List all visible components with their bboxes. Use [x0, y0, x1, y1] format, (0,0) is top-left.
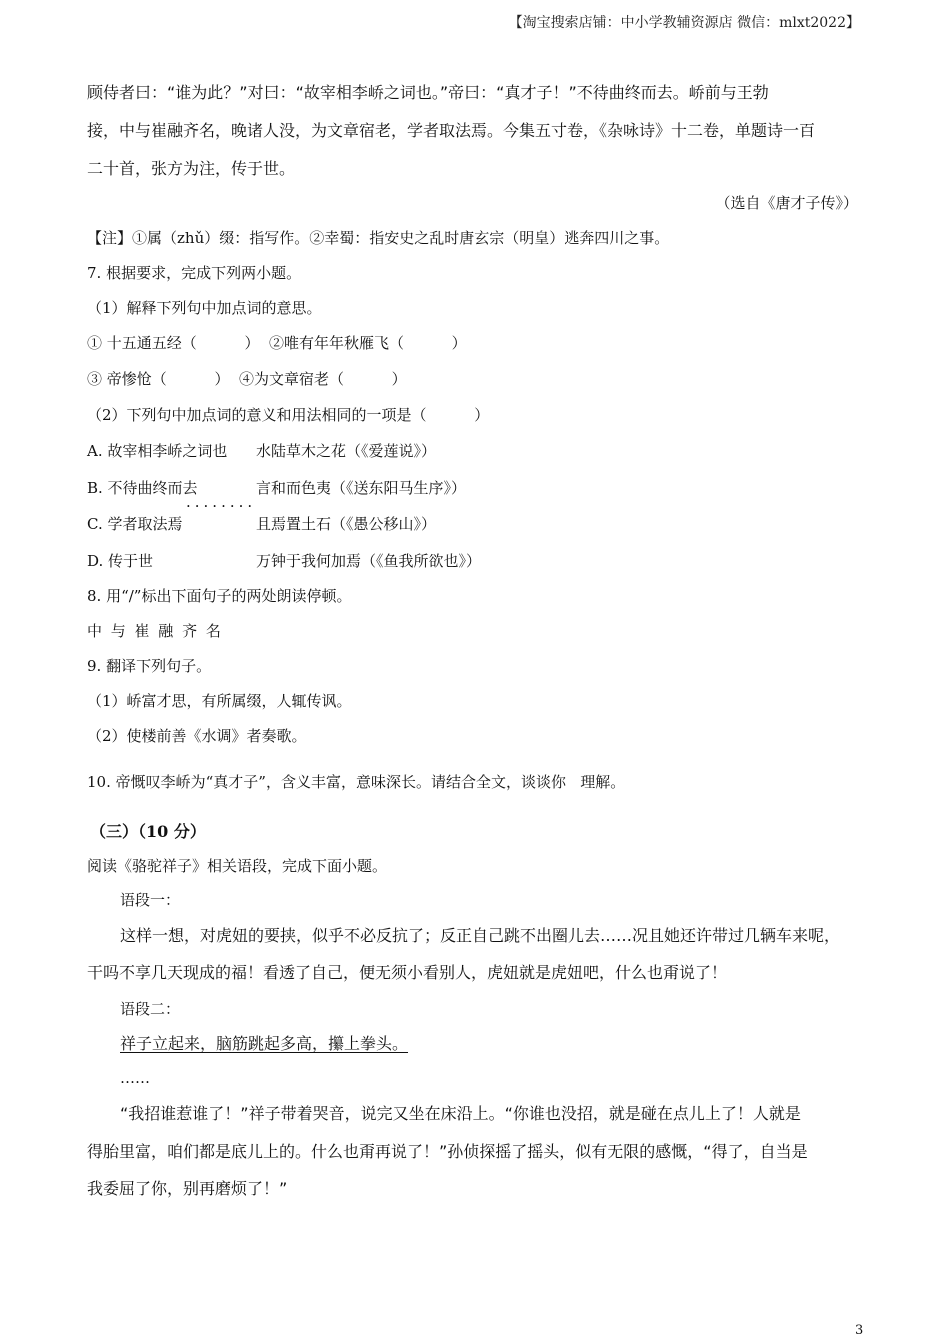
q7-title: 7. 根据要求，完成下列两小题。 [87, 264, 302, 282]
q10-title: 10. 帝慨叹李峤为“真才子”，含义丰富，意味深长。请结合全文，谈谈你 理解。 [87, 773, 626, 791]
section-3-title: （三）（10 分） [90, 822, 206, 841]
q7-option-a-compare: 水陆草木之花（《爱莲说》） [256, 442, 437, 460]
footnote: 【注】①属（zhǔ）缀：指写作。②幸蜀：指安史之乱时唐玄宗（明皇）逃奔四川之事。 [87, 229, 670, 247]
emphasis-dots: ········ [186, 497, 257, 515]
passage-line-1: 顾侍者曰：“谁为此？”对曰：“故宰相李峤之词也。”帝曰：“真才子！”不待曲终而去。峤前与王勃 [87, 83, 769, 102]
q7-sub1-row2: ③ 帝惨怆（ ） ④为文章宿老（ ） [87, 370, 407, 388]
segment-2-underlined-sentence: 祥子立起来，脑筋跳起多高，攥上拳头。 [120, 1034, 409, 1053]
q8-sentence: 中 与 崔 融 齐 名 [87, 622, 223, 640]
passage-line-2: 接，中与崔融齐名，晚诸人没，为文章宿老，学者取法焉。今集五寸卷，《杂咏诗》十二卷，单题诗一百 [87, 121, 816, 140]
q7-sub1-row1: ① 十五通五经（ ） ②唯有年年秋雁飞（ ） [87, 334, 467, 352]
q7-sub2: （2）下列句中加点词的意义和用法相同的一项是（ ） [87, 406, 490, 424]
segment-1-line-1: 这样一想，对虎妞的要挟，似乎不必反抗了；反正自己跳不出圈儿去……况且她还许带过几辆车来呢， [120, 926, 841, 945]
q7-option-a: A. 故宰相李峤之词也 [87, 442, 228, 460]
q7-option-d-compare: 万钟于我何加焉（《鱼我所欲也》） [256, 552, 482, 570]
segment-2-line-3: 我委屈了你，别再磨烦了！” [87, 1179, 288, 1198]
q7-sub1: （1）解释下列句中加点词的意思。 [87, 299, 322, 317]
q9-sentence-2: （2）使楼前善《水调》者奏歌。 [87, 727, 307, 745]
segment-2-label: 语段二： [120, 1000, 181, 1018]
page-number: 3 [855, 1323, 864, 1338]
passage-line-3: 二十首，张方为注，传于世。 [87, 159, 296, 178]
segment-1-label: 语段一： [120, 891, 181, 909]
segment-2-line-1: “我招谁惹谁了！”祥子带着哭音，说完又坐在床沿上。“你谁也没招，就是碰在点儿上了！人就是 [120, 1104, 801, 1123]
passage-source: （选自《唐才子传》） [715, 194, 858, 212]
q7-option-b-compare: 言和而色夷（《送东阳马生序》） [256, 479, 467, 497]
segment-1-line-2: 干吗不享几天现成的福！看透了自己，便无须小看别人，虎妞就是虎妞吧，什么也甭说了！ [87, 963, 728, 982]
q9-sentence-1: （1）峤富才思，有所属缀，人辄传讽。 [87, 692, 352, 710]
q9-title: 9. 翻译下列句子。 [87, 657, 212, 675]
section-3-intro: 阅读《骆驼祥子》相关语段，完成下面小题。 [87, 857, 388, 875]
q7-option-b: B. 不待曲终而去 [87, 479, 198, 497]
ellipsis: …… [120, 1069, 150, 1087]
page-header: 【淘宝搜索店铺：中小学教辅资源店 微信：mlxt2022】 [508, 15, 860, 31]
q8-title: 8. 用“/”标出下面句子的两处朗读停顿。 [87, 587, 352, 605]
q7-option-c-compare: 且焉置土石（《愚公移山》） [256, 515, 437, 533]
q7-option-c: C. 学者取法焉 [87, 515, 183, 533]
segment-2-line-2: 得胎里富，咱们都是底儿上的。什么也甭再说了！”孙侦探摇了摇头，似有无限的感慨，“得了，自当是 [87, 1142, 808, 1161]
q7-option-d: D. 传于世 [87, 552, 154, 570]
